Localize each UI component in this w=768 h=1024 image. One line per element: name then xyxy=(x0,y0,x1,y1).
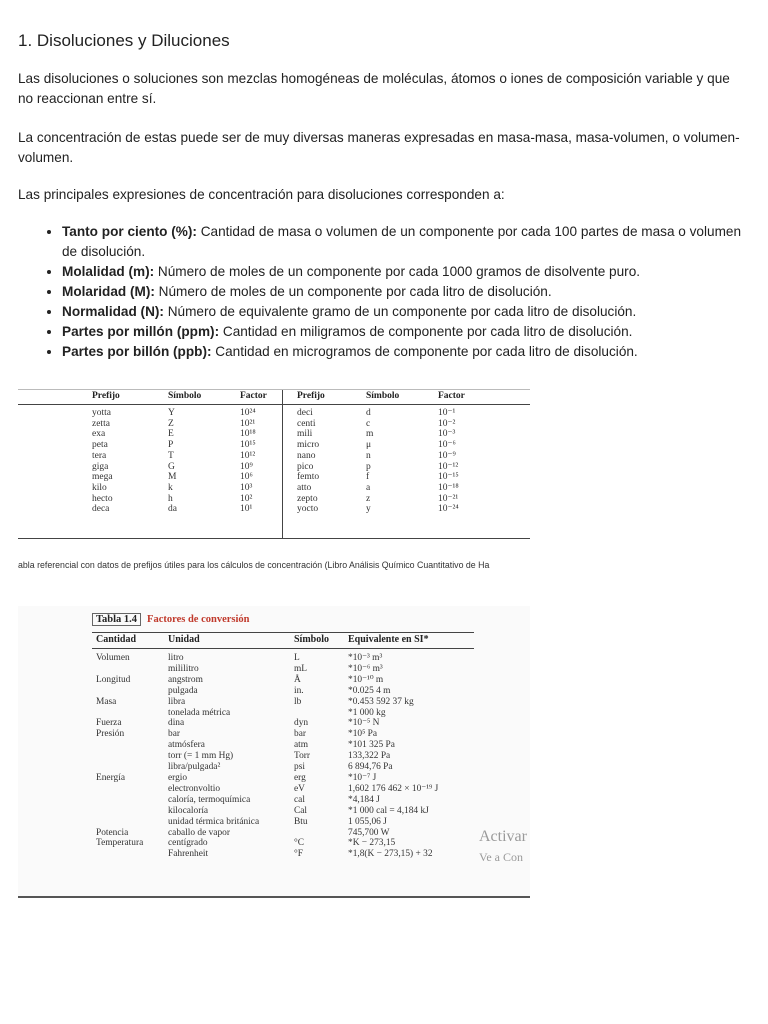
column-divider xyxy=(282,390,283,538)
paragraph-definition: Las disoluciones o soluciones son mezclas homogéneas de moléculas, átomos o iones de composición variable y que no reaccionan entre sí. xyxy=(18,71,730,106)
table-cell: 10⁻¹ xyxy=(438,408,456,418)
table-cell: caballo de vapor xyxy=(168,827,230,838)
table-cell: eV xyxy=(294,783,305,794)
table-cell: Torr xyxy=(294,751,311,762)
concentration-list xyxy=(18,222,752,362)
table-cell: Longitud xyxy=(96,674,131,685)
header-simbolo-2: Símbolo xyxy=(366,391,400,401)
table-cell: tera xyxy=(92,450,107,461)
col-simbolo-left xyxy=(168,408,177,515)
table-cell xyxy=(96,751,143,762)
table-cell: atm xyxy=(294,740,309,751)
table-cell: 10²¹ xyxy=(240,418,256,429)
list-item: • Partes por millón (ppm): Cantidad en miligramos de componente por cada litro de disolución. xyxy=(62,322,752,342)
table-cell: caloría, termoquímica xyxy=(168,794,251,805)
table-cell: Masa xyxy=(96,696,117,707)
table-cell: *10⁻⁷ J xyxy=(348,772,377,783)
table-cell: h xyxy=(168,493,173,504)
table-cell: deci xyxy=(297,408,313,418)
table-cell: f xyxy=(366,472,370,483)
col-simbolo xyxy=(294,653,310,860)
table-cell: 10⁻⁶ xyxy=(438,440,456,451)
table-cell: E xyxy=(168,429,174,440)
table-cell: peta xyxy=(92,440,108,451)
table-cell: *0.453 592 37 kg xyxy=(348,696,414,707)
table-subtitle: Factores de conversión xyxy=(147,614,250,625)
col-prefijo-left xyxy=(92,408,113,515)
activation-watermark-sub: Ve a Con xyxy=(479,850,523,864)
table-bottom-rule xyxy=(18,538,530,539)
table-cell: °F xyxy=(294,849,303,860)
table-cell: 10¹² xyxy=(240,450,256,461)
table-cell: libra/pulgada² xyxy=(168,762,221,773)
table-cell: Å xyxy=(294,674,301,685)
table-cell: exa xyxy=(92,429,106,440)
table-cell: 10⁻²⁴ xyxy=(438,504,459,515)
table-cell: zepto xyxy=(297,493,318,504)
conversion-table-title xyxy=(92,614,250,625)
table-cell: 10²⁴ xyxy=(240,408,256,418)
table-cell: dyn xyxy=(294,718,309,729)
table-cell: μ xyxy=(366,440,372,451)
table-cell xyxy=(96,664,143,675)
table-cell: libra xyxy=(168,696,186,707)
table-cell xyxy=(294,708,310,719)
table-cell: 10⁻¹⁵ xyxy=(438,472,459,483)
table-cell: L xyxy=(294,653,300,663)
table-cell: erg xyxy=(294,772,306,783)
table-cell: p xyxy=(366,461,371,472)
table-cell: cal xyxy=(294,794,305,805)
table-cell: Fuerza xyxy=(96,718,122,729)
table-cell: n xyxy=(366,450,371,461)
conversion-table-image xyxy=(18,606,530,898)
table-cell: 10⁶ xyxy=(240,472,253,483)
table-cell: yotta xyxy=(92,408,111,418)
table-cell xyxy=(294,828,310,839)
table-cell: Cal xyxy=(294,805,308,816)
table-cell: z xyxy=(366,493,371,504)
header-factor-2: Factor xyxy=(438,391,465,401)
table-cell: pico xyxy=(297,461,314,472)
col-factor-left xyxy=(240,408,256,515)
col-unidad xyxy=(168,653,259,860)
header-factor: Factor xyxy=(240,391,267,401)
list-item: • Molalidad (m): Número de moles de un componente por cada 1000 gramos de disolvente puro. xyxy=(62,262,752,282)
table-cell: 10¹ xyxy=(240,504,253,515)
table-cell: 133,322 Pa xyxy=(348,751,391,762)
header-prefijo-2: Prefijo xyxy=(297,391,325,401)
col-factor-right xyxy=(438,408,459,515)
table-cell: Fahrenheit xyxy=(168,849,209,860)
table-cell: mL xyxy=(294,663,308,674)
header-prefijo: Prefijo xyxy=(92,391,120,401)
table-cell: Z xyxy=(168,418,174,429)
table-cell: y xyxy=(366,504,371,515)
table-cell: 10⁻¹² xyxy=(438,461,459,472)
table-cell: 10⁻³ xyxy=(438,429,456,440)
table-cell: torr (= 1 mm Hg) xyxy=(168,751,234,762)
table-cell: Energía xyxy=(96,772,125,783)
table-cell: bar xyxy=(294,729,306,740)
list-item: • Normalidad (N): Número de equivalente gramo de un componente por cada litro de disolución. xyxy=(62,302,752,322)
header-equivalente: Equivalente en SI* xyxy=(348,634,429,645)
table-cell: tonelada métrica xyxy=(168,707,231,718)
table-cell: *10⁻³ m³ xyxy=(348,653,383,663)
table-cell: kilocaloría xyxy=(168,805,209,816)
prefix-table-image xyxy=(18,389,530,539)
header-unidad: Unidad xyxy=(168,634,200,645)
table-cell: centígrado xyxy=(168,838,208,849)
table-cell: 10⁻⁹ xyxy=(438,450,456,461)
table-cell: dina xyxy=(168,718,185,729)
table-cell: lb xyxy=(294,696,302,707)
table-cell: *10⁻¹⁰ m xyxy=(348,674,384,685)
prefix-table-caption: abla referencial con datos de prefijos útiles para los cálculos de concentración (Libro Análisis Químico Cuantitativo de Ha xyxy=(18,560,490,570)
table-cell: 10¹⁵ xyxy=(240,440,256,451)
paragraph-expressions: Las principales expresiones de concentración para disoluciones corresponden a: xyxy=(18,187,505,202)
table-cell: *101 325 Pa xyxy=(348,740,395,751)
table-cell: *K − 273,15 xyxy=(348,838,396,849)
table-cell xyxy=(96,795,143,806)
table-cell: °C xyxy=(294,838,305,849)
table-cell: Btu xyxy=(294,816,308,827)
table-cell: 6 894,76 Pa xyxy=(348,762,393,773)
table-cell: pulgada xyxy=(168,685,198,696)
table-cell: yocto xyxy=(297,504,319,515)
col-prefijo-right xyxy=(297,408,319,515)
header-simbolo: Símbolo xyxy=(294,634,330,645)
table-cell: Presión xyxy=(96,729,125,740)
table-cell: zetta xyxy=(92,418,110,429)
table-cell: *10⁵ Pa xyxy=(348,729,378,740)
table-cell: mililitro xyxy=(168,663,199,674)
table-cell xyxy=(96,740,143,751)
list-item: • Tanto por ciento (%): Cantidad de masa o volumen de un componente por cada 100 partes de masa o volumen de disolución. xyxy=(62,222,752,262)
table-cell: 10³ xyxy=(240,482,253,493)
table-cell: k xyxy=(168,482,173,493)
table-cell xyxy=(96,708,143,719)
table-cell: Potencia xyxy=(96,827,129,838)
table-cell: *4,184 J xyxy=(348,794,380,805)
table-cell xyxy=(96,784,143,795)
table-cell: Y xyxy=(168,408,175,418)
table-cell: nano xyxy=(297,450,316,461)
table-cell: 1 055,06 J xyxy=(348,816,387,827)
top-rule xyxy=(92,632,474,633)
table-cell: P xyxy=(168,440,174,451)
table-cell xyxy=(96,762,143,773)
table-cell: atto xyxy=(297,482,312,493)
table-cell: deca xyxy=(92,504,110,515)
table-cell xyxy=(96,686,143,697)
table-cell: litro xyxy=(168,653,184,663)
table-cell: 10² xyxy=(240,493,253,504)
table-cell: electronvoltio xyxy=(168,783,221,794)
bottom-rule xyxy=(18,896,530,898)
table-cell: c xyxy=(366,418,371,429)
table-cell: in. xyxy=(294,685,304,696)
table-cell: unidad térmica británica xyxy=(168,816,260,827)
table-cell: *10⁻⁵ N xyxy=(348,718,380,729)
table-cell: bar xyxy=(168,729,180,740)
table-cell: Temperatura xyxy=(96,838,144,849)
table-number: Tabla 1.4 xyxy=(92,613,141,626)
table-cell: Volumen xyxy=(96,653,130,663)
table-cell: 10¹⁸ xyxy=(240,429,256,440)
table-cell: d xyxy=(366,408,371,418)
page-title: 1. Disoluciones y Diluciones xyxy=(18,31,230,50)
table-cell: G xyxy=(168,461,175,472)
table-cell: *1 000 cal = 4,184 kJ xyxy=(348,805,429,816)
table-cell: 10⁻²¹ xyxy=(438,493,459,504)
table-cell: femto xyxy=(297,472,320,483)
table-cell: 10⁻¹⁸ xyxy=(438,482,459,493)
prefix-table-header xyxy=(18,390,530,405)
table-cell: hecto xyxy=(92,493,113,504)
table-cell: a xyxy=(366,482,371,493)
table-cell xyxy=(96,806,143,817)
table-cell: 10⁹ xyxy=(240,461,253,472)
table-cell: *1,8(K − 273,15) + 32 xyxy=(348,849,433,860)
table-cell: da xyxy=(168,504,177,515)
paragraph-concentration: La concentración de estas puede ser de muy diversas maneras expresadas en masa-masa, masa-volumen, o volumen-volumen. xyxy=(18,130,740,165)
table-cell: *0.025 4 m xyxy=(348,685,391,696)
activation-watermark: Activar xyxy=(479,828,527,845)
list-item: • Partes por billón (ppb): Cantidad en microgramos de componente por cada litro de disolución. xyxy=(62,342,752,362)
table-cell: angstrom xyxy=(168,674,203,685)
table-cell xyxy=(96,849,143,860)
table-cell: psi xyxy=(294,762,305,773)
table-cell: atmósfera xyxy=(168,740,205,751)
table-cell: kilo xyxy=(92,482,107,493)
header-simbolo: Símbolo xyxy=(168,391,202,401)
table-cell: *10⁻⁶ m³ xyxy=(348,663,383,674)
col-equivalente xyxy=(348,653,438,860)
header-rule xyxy=(92,648,474,649)
col-cantidad xyxy=(96,653,143,860)
table-cell: *1 000 kg xyxy=(348,707,386,718)
list-item: • Molaridad (M): Número de moles de un componente por cada litro de disolución. xyxy=(62,282,752,302)
col-simbolo-right xyxy=(366,408,373,515)
table-cell: ergio xyxy=(168,772,188,783)
table-cell: T xyxy=(168,450,174,461)
header-cantidad: Cantidad xyxy=(96,634,137,645)
table-cell: m xyxy=(366,429,374,440)
table-cell: mega xyxy=(92,472,113,483)
table-cell: mili xyxy=(297,429,313,440)
table-cell: micro xyxy=(297,440,320,451)
table-cell: 10⁻² xyxy=(438,418,456,429)
table-cell: 745,700 W xyxy=(348,827,390,838)
table-cell: giga xyxy=(92,461,109,472)
table-cell: 1,602 176 462 × 10⁻¹⁹ J xyxy=(348,783,439,794)
table-cell: centi xyxy=(297,418,316,429)
table-cell xyxy=(96,817,143,828)
table-cell: M xyxy=(168,472,177,483)
